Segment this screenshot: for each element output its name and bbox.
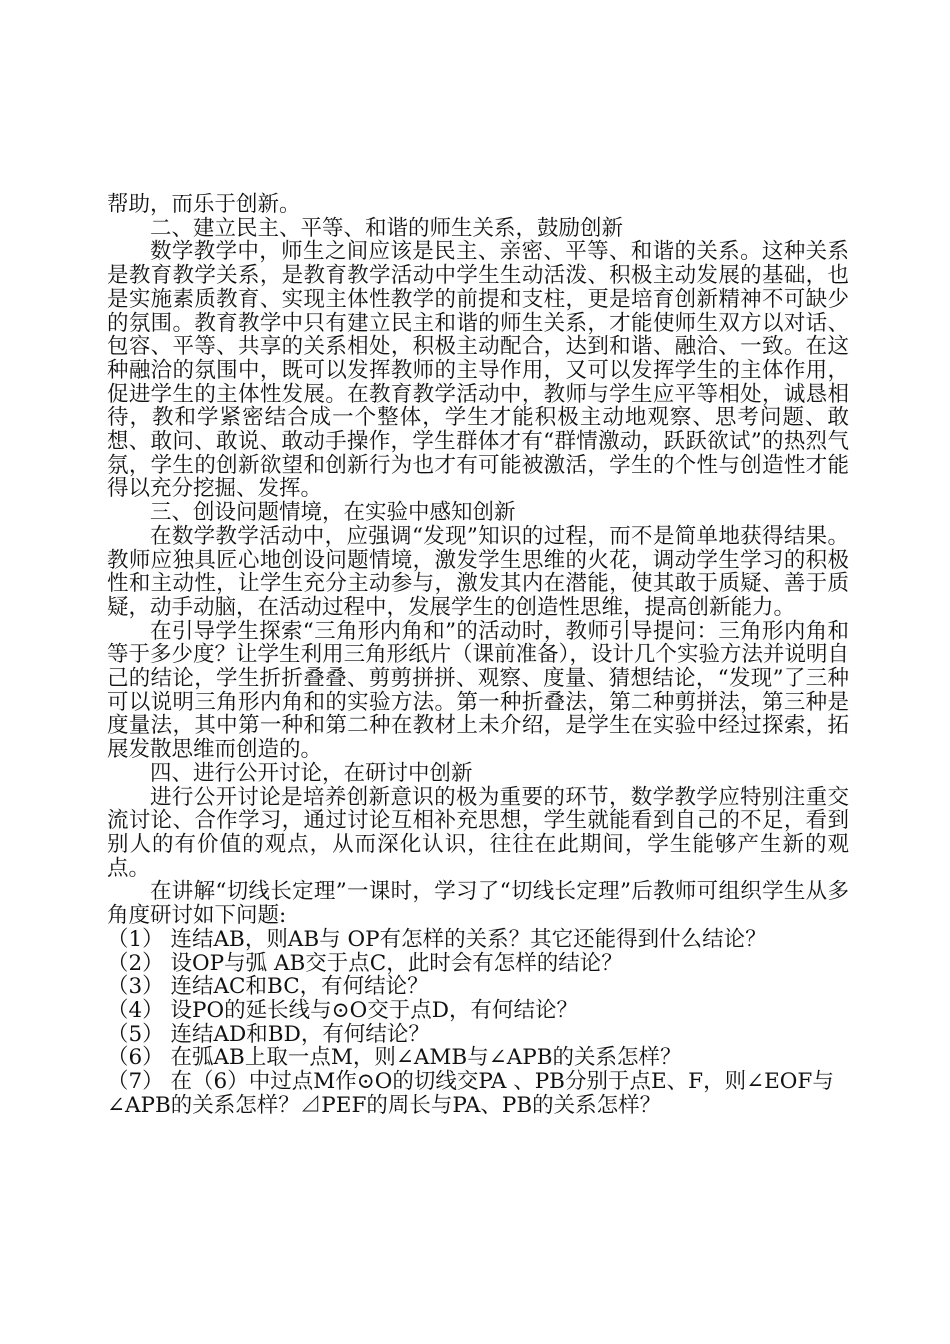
question-1: （1） 连结AB，则AB与 OP有怎样的关系？其它还能得到什么结论？ [107, 926, 767, 952]
section-heading-4: 四、进行公开讨论，在研讨中创新 [150, 760, 473, 786]
section-heading-3: 三、创设问题情境，在实验中感知创新 [150, 500, 516, 526]
section-heading-2: 二、建立民主、平等、和谐的师生关系，鼓励创新 [150, 215, 624, 241]
continued-paragraph: 帮助，而乐于创新。 [107, 192, 301, 217]
question-3: （3） 连结AC和BC，有何结论？ [107, 974, 429, 1000]
paragraph-4a: 进行公开讨论是培养创新意识的极为重要的环节，数学教学应特别注重交流讨论、合作学习，通过讨论互相补充思想，学生就能看到自己的不足，看到别人的有价值的观点，从而深化认识，往往在此期间，学生能够产生新的观点。 [107, 784, 849, 881]
question-7: （7） 在（6）中过点M作⊙O的切线交PA 、PB分别于点E、F，则∠EOF与∠APB的关系怎样？⊿PEF的周长与PA、PB的关系怎样？ [107, 1069, 834, 1118]
paragraph-3a: 在数学教学活动中，应强调“发现”知识的过程，而不是简单地获得结果。教师应独具匠心地创设问题情境，激发学生思维的火花，调动学生学习的积极性和主动性，让学生充分主动参与，激发其内在潜能，使其敢于质疑、善于质疑，动手动脑，在活动过程中，发展学生的创造性思维，提高创新能力。 [107, 523, 849, 620]
document-page [107, 193, 849, 1117]
question-5: （5） 连结AD和BD，有何结论？ [107, 1021, 430, 1047]
question-4: （4） 设PO的延长线与⊙O交于点D，有何结论？ [107, 997, 578, 1023]
question-6: （6） 在弧AB上取一点M，则∠AMB与∠APB的关系怎样？ [107, 1045, 682, 1071]
paragraph-4b: 在讲解“切线长定理”一课时，学习了“切线长定理”后教师可组织学生从多角度研讨如下问题: [107, 879, 849, 929]
paragraph-3b: 在引导学生探索“三角形内角和”的活动时，教师引导提问：三角形内角和等于多少度？让学生利用三角形纸片（课前准备），设计几个实验方法并说明自己的结论，学生折折叠叠、剪剪拼拼、观察、度量、猜想结论，“发现”了三种可以说明三角形内角和的实验方法。第一种折叠法，第二种剪拼法，第三种是度量法，其中第一种和第二种在教材上未介绍，是学生在实验中经过探索，拓展发散思维而创造的。 [107, 618, 849, 763]
paragraph-2: 数学教学中，师生之间应该是民主、亲密、平等、和谐的关系。这种关系是教育教学关系，是教育教学活动中学生生动活泼、积极主动发展的基础，也是实施素质教育、实现主体性教学的前提和支柱，更是培育创新精神不可缺少的氛围。教育教学中只有建立民主和谐的师生关系，才能使师生双方以对话、包容、平等、共享的关系相处，积极主动配合，达到和谐、融洽、一致。在这种融洽的氛围中，既可以发挥教师的主导作用，又可以发挥学生的主体作用，促进学生的主体性发展。在教育教学活动中，教师与学生应平等相处，诚恳相待，教和学紧密结合成一个整体，学生才能积极主动地观察、思考问题、敢想、敢问、敢说、敢动手操作，学生群体才有“群情激动，跃跃欲试”的热烈气氛，学生的创新欲望和创新行为也才有可能被激活，学生的个性与创造性才能得以充分挖掘、发挥。 [107, 239, 849, 502]
question-2: （2） 设OP与弧 AB交于点C，此时会有怎样的结论？ [107, 950, 623, 976]
